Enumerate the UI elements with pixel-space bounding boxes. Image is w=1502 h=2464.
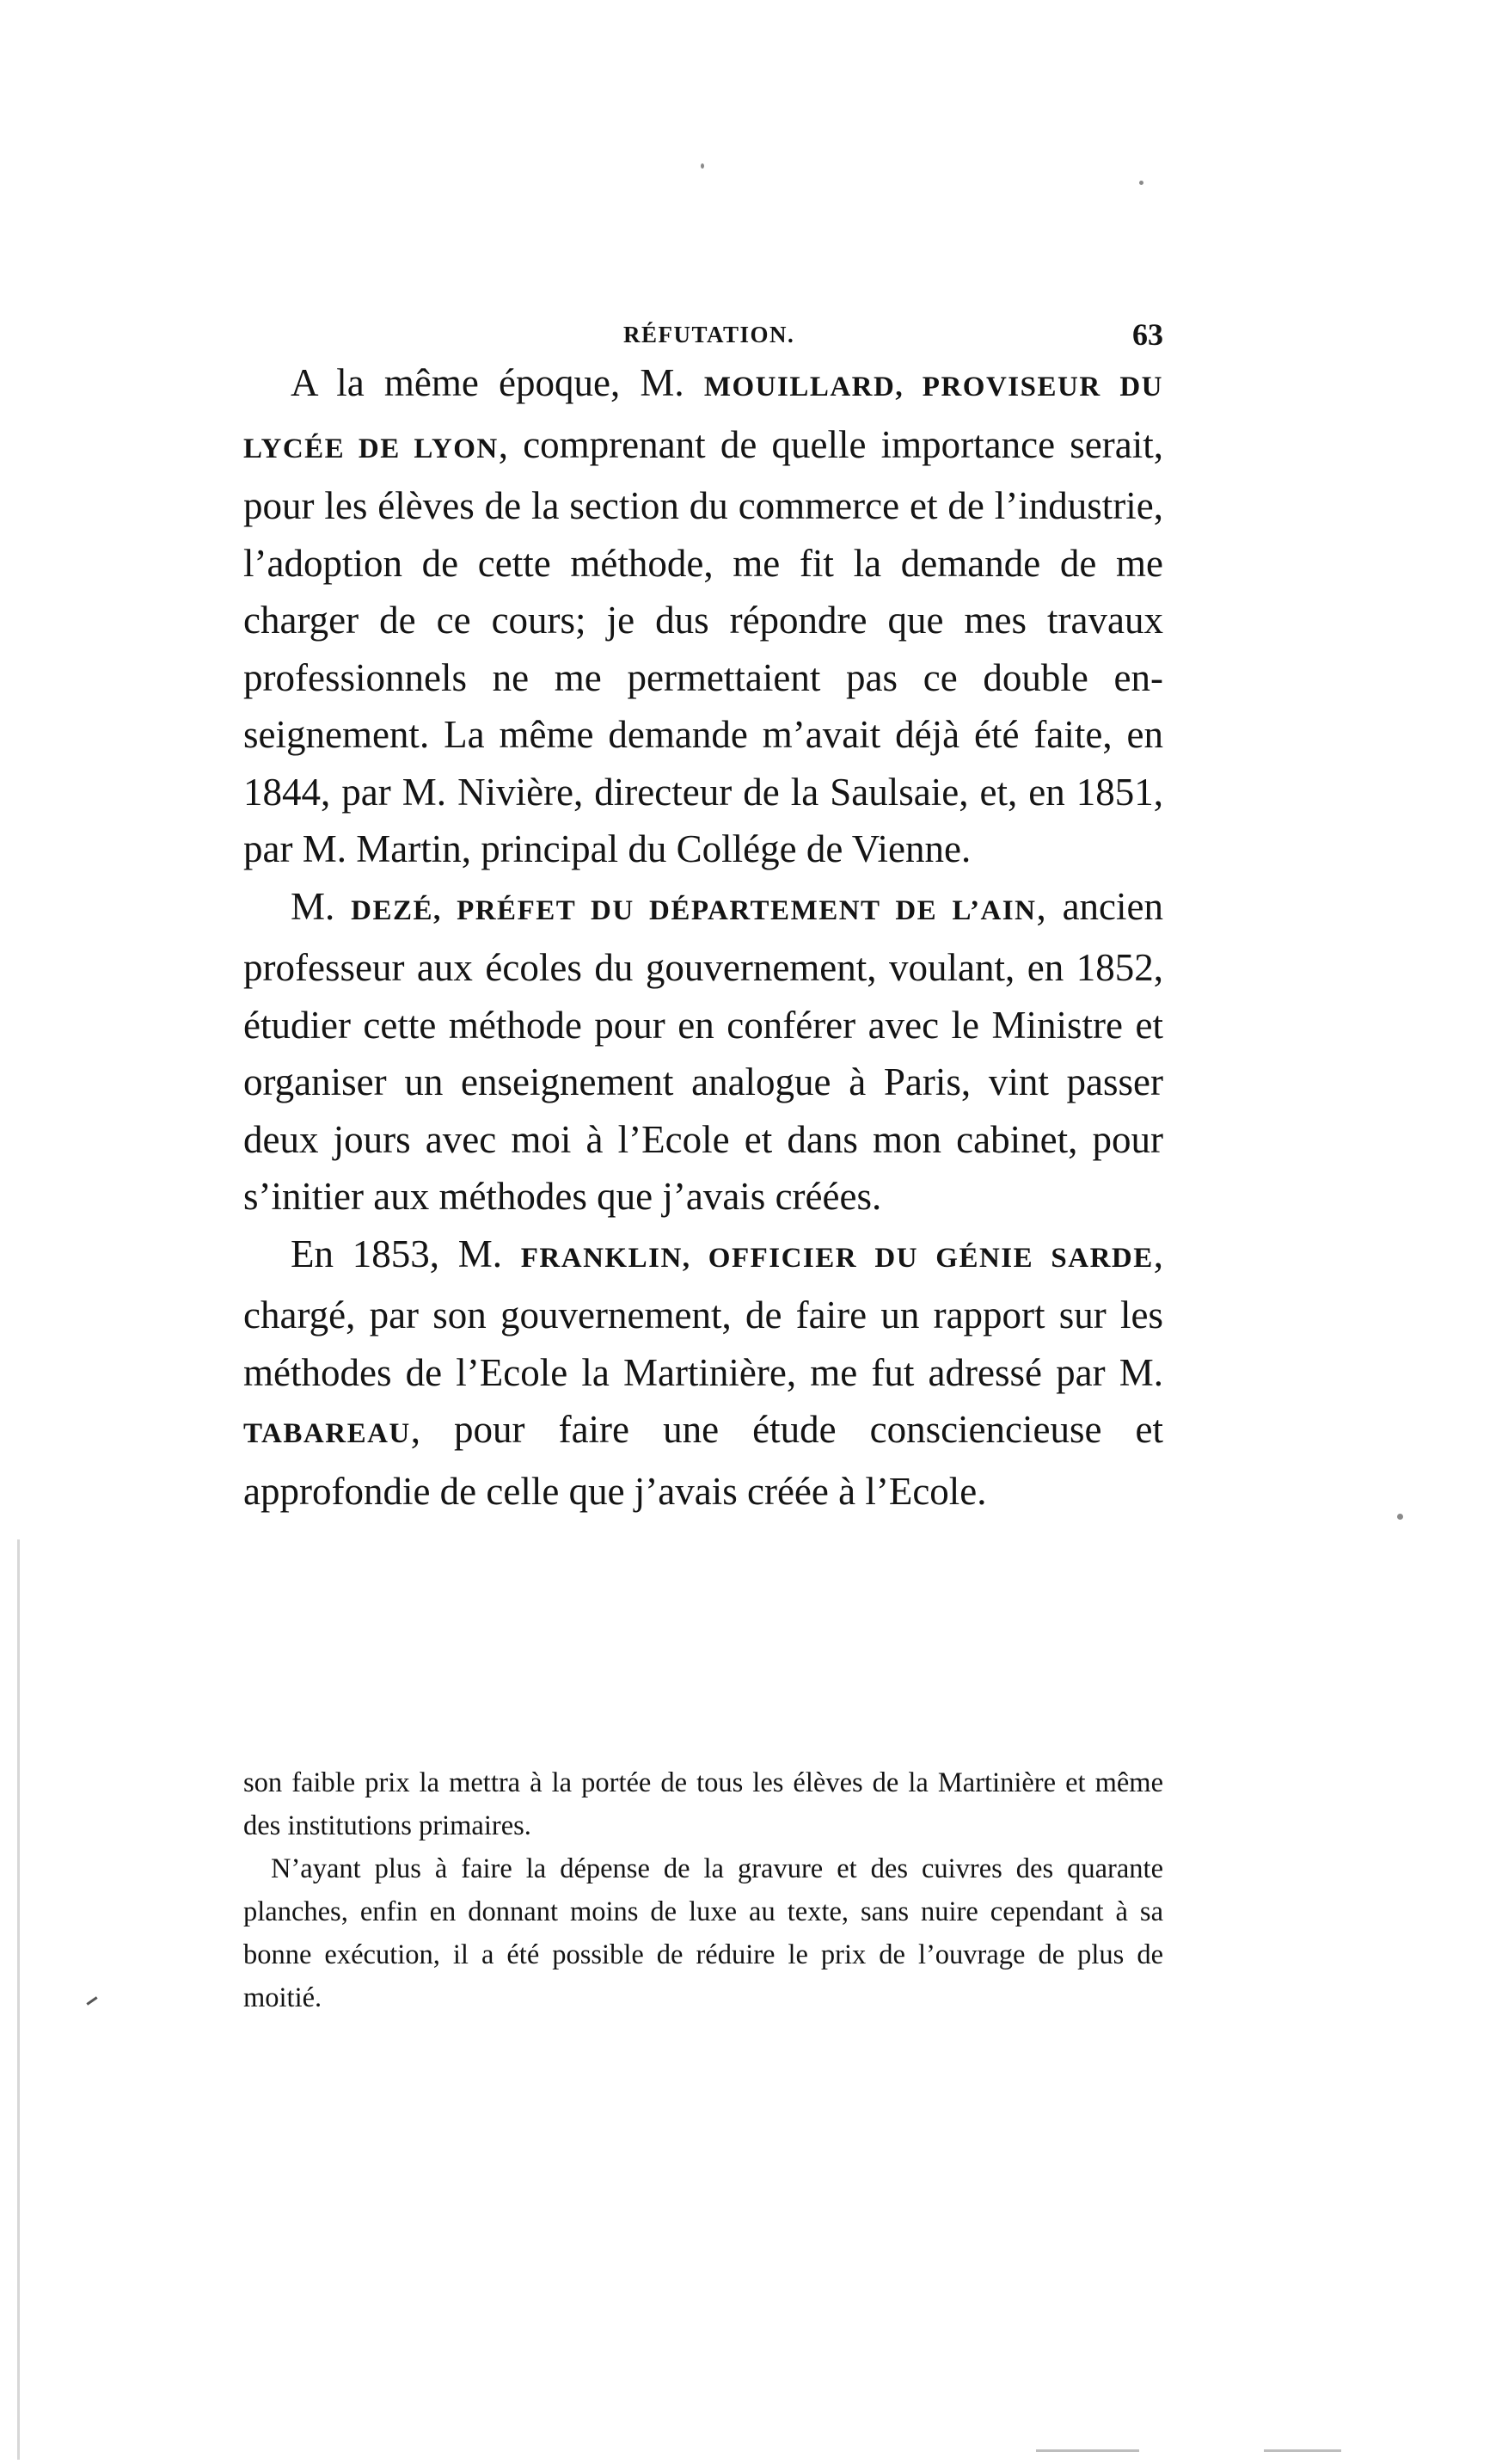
small-caps-name: FRANKLIN, OFFICIER DU GÉNIE SARDE <box>520 1242 1154 1274</box>
page-number: 63 <box>1132 317 1163 352</box>
running-title: RÉFUTATION. <box>623 322 795 347</box>
running-head <box>243 316 1163 354</box>
scan-speck <box>1397 1514 1403 1520</box>
small-caps-name: TABAREAU <box>243 1418 411 1449</box>
body-text <box>243 354 1163 1520</box>
small-caps-name: MOUILLARD, PROVISEUR DU LYCÉE DE LYON <box>243 372 1163 464</box>
small-caps-name: DEZÉ, PRÉFET DU DÉPARTEMENT DE L’AIN <box>351 894 1037 926</box>
scan-speck <box>701 163 704 169</box>
text-run: , chargé, par son gouvernement, de faire un rapport sur les méthodes de l’Ecole la Martinière, me fut adressé par M. <box>243 1232 1164 1394</box>
paragraph-deze <box>243 878 1163 1226</box>
scan-mark <box>1264 2449 1341 2452</box>
scan-mark <box>86 1996 97 2005</box>
text-run: A la même époque, M. <box>291 361 704 404</box>
text-run: , ancien professeur aux écoles du gouvernement, voulant, en 1852, étudier cette méthode pour en conférer avec le Ministre et organiser un enseignement analogue à Paris, vint passer deux jours avec moi à l’Ecole et dans mon cabinet, pour s’initier aux méthodes que j’avais créées. <box>243 884 1163 1218</box>
footnote-price: N’ayant plus à faire la dépense de la gravure et des cuivres des quarante planches, enfin en donnant moins de luxe au texte, sans nuire cependant à sa bonne exécution, il a été possible de réduire le prix de l’ouvrage de plus de moitié. <box>243 1853 1163 2013</box>
text-run: , pour faire une étude consciencieuse et approfondie de celle que j’avais créée à l’Ecole. <box>243 1408 1163 1513</box>
text-run: En 1853, M. <box>291 1232 521 1275</box>
footnote-continuation: son faible prix la mettra à la portée de tous les élèves de la Martinière et même des institutions primaires. <box>243 1767 1163 1841</box>
scan-margin-line <box>17 1539 20 2460</box>
text-run: , comprenant de quelle importance serait, pour les élèves de la section du commerce et de l’industrie, l’adoption de cette méthode, me fit la demande de me charger de ce cours; je dus répondre que mes travaux professionnels ne me permettaient pas ce double enseignement. La même demande m’avait déjà été faite, en 1844, par M. Nivière, directeur de la Saulsaie, et, en 1851, par M. Martin, principal du Collége de Vienne. <box>243 422 1163 870</box>
footnotes <box>243 1761 1163 2019</box>
scan-mark <box>1036 2449 1139 2452</box>
paragraph-franklin <box>243 1226 1163 1521</box>
text-run: M. <box>291 884 352 928</box>
scan-speck <box>1139 181 1143 185</box>
paragraph-mouillard <box>243 354 1163 878</box>
